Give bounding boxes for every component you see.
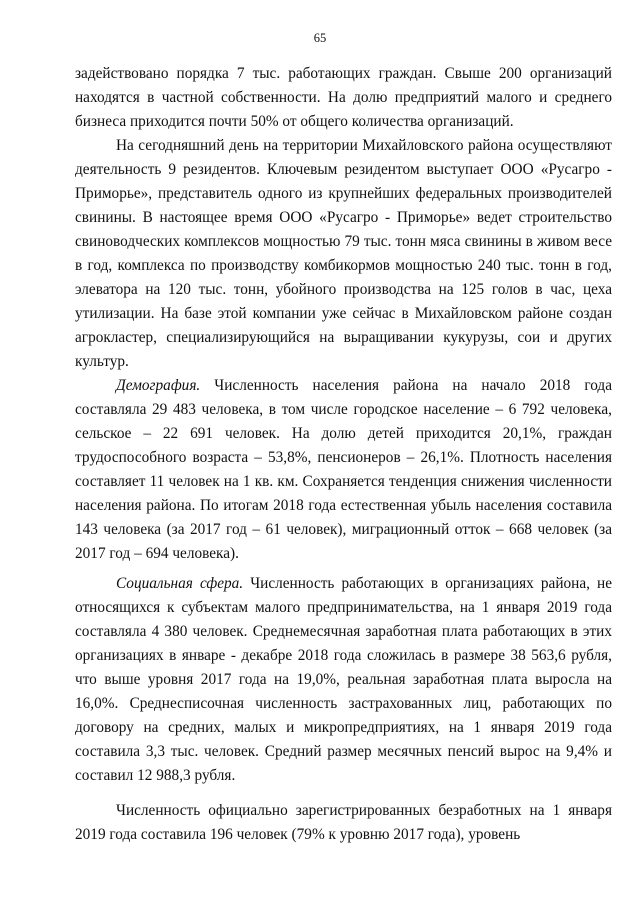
paragraph-text: задействовано порядка 7 тыс. работающих граждан. Свыше 200 организаций находятся в частной собственности. На долю предприятий малого и среднего бизнеса приходится почти 50% от общего количества организаций. [75,65,612,130]
paragraph-text: Численность населения района на начало 2018 года составляла 29 483 человека, в том числе городское население – 6 792 человека, сельское – 22 691 человек. На долю детей приходится 20,1%, граждан трудоспособного возраста – 53,8%, пенсионеров – 26,1%. Плотность населения составляет 11 человек на 1 кв. км. Сохраняется тенденция снижения численности населения района. По итогам 2018 года естественная убыль населения составила 143 человека (за 2017 год – 61 человек), миграционный отток – 668 человек (за 2017 год – 694 человека). [75,377,612,562]
paragraph-unemployment [75,799,612,847]
paragraph-social-sphere [75,572,612,788]
section-lead-demography: Демография. [116,377,201,394]
paragraph-text: На сегодняшний день на территории Михайловского района осуществляют деятельность 9 резидентов. Ключевым резидентом выступает ООО «Русагро - Приморье», представитель одного из крупнейших федеральных производителей свинины. В настоящее время ООО «Русагро - Приморье» ведет строительство свиноводческих комплексов мощностью 79 тыс. тонн мяса свинины в живом весе в год, комплекса по производству комбикормов мощностью 240 тыс. тонн в год, элеватора на 120 тыс. тонн, убойного производства на 125 голов в час, цеха утилизации. На базе этой компании уже сейчас в Михайловском районе создан агрокластер, специализирующийся на выращивании кукурузы, сои и других культур. [75,137,612,370]
paragraph-organizations [75,62,612,134]
document-body [75,62,612,847]
page-number: 65 [313,31,327,45]
paragraph-demography [75,374,612,566]
paragraph-text: Численность официально зарегистрированных безработных на 1 января 2019 года составила 196 человек (79% к уровню 2017 года), уровень [75,802,612,843]
section-lead-social-sphere: Социальная сфера. [116,575,244,592]
paragraph-text: Численность работающих в организациях района, не относящихся к субъектам малого предпринимательства, на 1 января 2019 года составляла 4 380 человек. Среднемесячная заработная плата работающих в этих организациях в январе - декабре 2018 года сложилась в размере 38 563,6 рубля, что выше уровня 2017 года на 19,0%, реальная заработная плата выросла на 16,0%. Среднесписочная численность застрахованных лиц, работающих по договору на средних, малых и микропредприятиях, на 1 января 2019 года составила 3,3 тыс. человек. Средний размер месячных пенсий вырос на 9,4% и составил 12 988,3 рубля. [75,575,613,784]
paragraph-residents [75,134,612,374]
